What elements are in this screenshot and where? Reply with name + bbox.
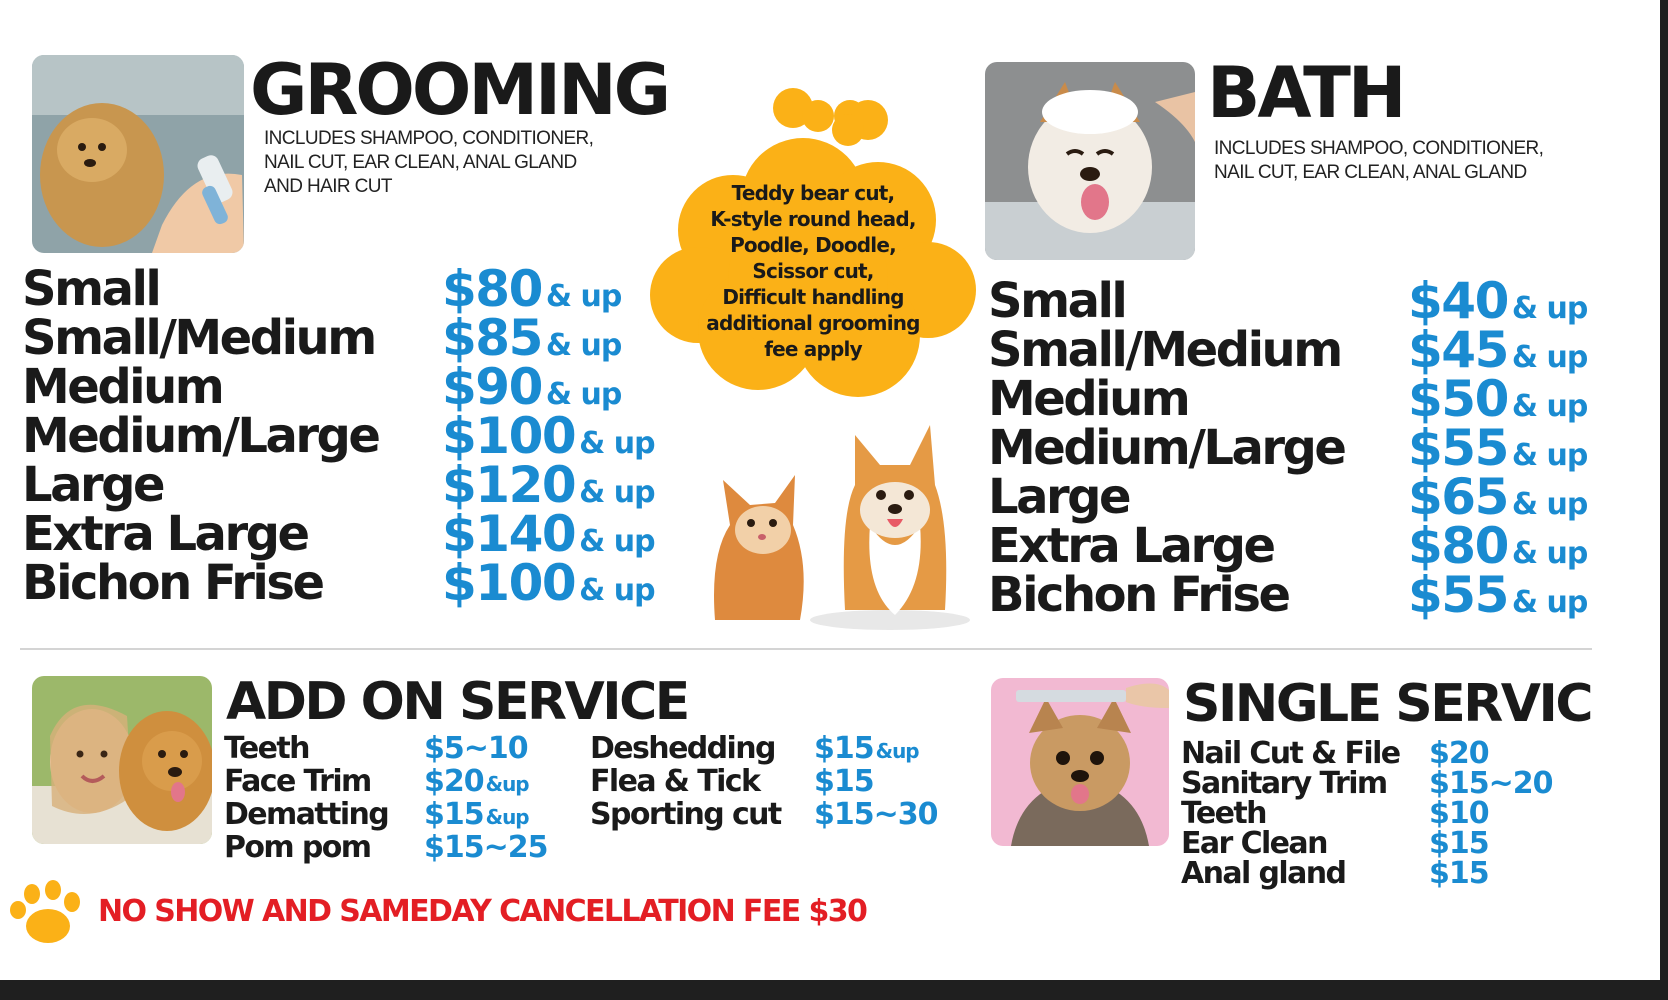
and-up-label: & up [545,377,622,412]
service-name: Flea & Tick [590,764,760,799]
service-price-amount: $15~30 [814,797,938,832]
service-price-amount: $10 [1429,796,1489,831]
add-on-title: ADD ON SERVICE [226,672,688,732]
and-up-label: & up [579,426,655,461]
size-label: Small [22,261,160,317]
and-up-label: &up [485,805,529,829]
size-label: Medium/Large [988,420,1345,476]
service-name: Face Trim [224,764,371,799]
service-name: Sanitary Trim [1181,766,1387,801]
service-price-amount: $15 [814,731,874,766]
single-service-title: SINGLE SERVIC [1183,674,1592,734]
size-label: Large [22,457,164,513]
price-amount: $100 [442,407,576,465]
price-value [442,554,655,620]
and-up-label: &up [875,739,919,763]
and-up-label: & up [579,475,655,510]
price-amount: $65 [1408,468,1508,526]
size-label: Extra Large [988,518,1274,574]
service-price [424,765,529,801]
bath-includes: INCLUDES SHAMPOO, CONDITIONER, NAIL CUT, EAR CLEAN, ANAL GLAND [1214,138,1544,183]
size-label: Bichon Frise [988,567,1289,623]
grooming-title: GROOMING [250,49,669,131]
price-amount: $100 [442,554,576,612]
size-label: Medium/Large [22,408,379,464]
price-amount: $55 [1408,419,1508,477]
service-row [590,798,950,832]
service-price [424,798,529,834]
service-price [424,732,528,766]
size-label: Small/Medium [988,322,1341,378]
bath-row [988,419,1628,477]
price-amount: $50 [1408,370,1508,428]
service-row [224,831,554,865]
and-up-label: & up [545,279,622,314]
price-value [1408,566,1588,632]
service-row [224,732,554,766]
bath-row [988,321,1628,379]
grooming-row [22,309,662,367]
price-amount: $85 [442,309,542,367]
single-service-photo [991,678,1169,846]
service-name: Nail Cut & File [1181,736,1400,771]
price-amount: $80 [442,260,542,318]
size-label: Large [988,469,1130,525]
service-price-amount: $5~10 [424,731,528,766]
and-up-label: & up [1511,536,1588,571]
size-label: Medium [22,359,223,415]
and-up-label: &up [485,772,529,796]
service-price [814,732,919,768]
service-row [590,765,950,799]
grooming-photo [32,55,244,253]
cloud-note-text: Teddy bear cut, K-style round head, Poodle, Doodle, Scissor cut, Difficult handling additional grooming fee apply [706,181,920,361]
and-up-label: & up [1511,438,1588,473]
bath-row [988,468,1628,526]
service-row [1181,857,1581,891]
and-up-label: & up [1511,487,1588,522]
grooming-note-cloud [638,80,988,410]
and-up-label: & up [545,328,622,363]
size-label: Small [988,273,1126,329]
service-price [814,798,938,832]
size-label: Bichon Frise [22,555,323,611]
grooming-row [22,554,662,612]
paw-icon [8,880,84,946]
price-amount: $45 [1408,321,1508,379]
kitten-and-puppy-image [705,395,975,635]
service-row [224,798,554,832]
service-row [590,732,950,766]
and-up-label: & up [1511,291,1588,326]
service-price [424,831,548,865]
right-edge-bar [1660,0,1668,985]
price-amount: $90 [442,358,542,416]
bath-row [988,517,1628,575]
price-amount: $55 [1408,566,1508,624]
grooming-row [22,260,662,318]
and-up-label: & up [1511,585,1588,620]
service-price-amount: $15 [1429,826,1489,861]
size-label: Extra Large [22,506,308,562]
price-amount: $120 [442,456,576,514]
service-row [224,765,554,799]
grooming-row [22,358,662,416]
service-name: Dematting [224,797,389,832]
service-price-amount: $15 [814,764,874,799]
bath-photo [985,62,1195,260]
service-price-amount: $15 [424,797,484,832]
cancellation-notice: NO SHOW AND SAMEDAY CANCELLATION FEE $30 [98,894,867,929]
size-label: Medium [988,371,1189,427]
service-price [814,765,874,799]
service-price-amount: $20 [424,764,484,799]
service-price-amount: $15~20 [1429,766,1553,801]
service-name: Deshedding [590,731,775,766]
service-name: Ear Clean [1181,826,1327,861]
service-price-amount: $15 [1429,856,1489,891]
price-amount: $140 [442,505,576,563]
grooming-row [22,407,662,465]
service-name: Sporting cut [590,797,781,832]
and-up-label: & up [579,573,655,608]
price-amount: $40 [1408,272,1508,330]
and-up-label: & up [1511,389,1588,424]
bath-row [988,370,1628,428]
grooming-includes: INCLUDES SHAMPOO, CONDITIONER, NAIL CUT, EAR CLEAN, ANAL GLAND AND HAIR CUT [264,128,594,197]
service-price-amount: $15~25 [424,830,548,865]
service-price [1429,857,1489,891]
price-amount: $80 [1408,517,1508,575]
bath-title: BATH [1207,52,1404,134]
bath-row [988,272,1628,330]
service-name: Pom pom [224,830,371,865]
section-divider [20,648,1592,650]
service-name: Anal gland [1181,856,1346,891]
bottom-bar [0,980,1668,1000]
size-label: Small/Medium [22,310,375,366]
service-name: Teeth [224,731,309,766]
service-name: Teeth [1181,796,1266,831]
grooming-row [22,456,662,514]
grooming-row [22,505,662,563]
and-up-label: & up [1511,340,1588,375]
bath-row [988,566,1628,624]
service-price-amount: $20 [1429,736,1489,771]
and-up-label: & up [579,524,655,559]
add-on-photo [32,676,212,844]
